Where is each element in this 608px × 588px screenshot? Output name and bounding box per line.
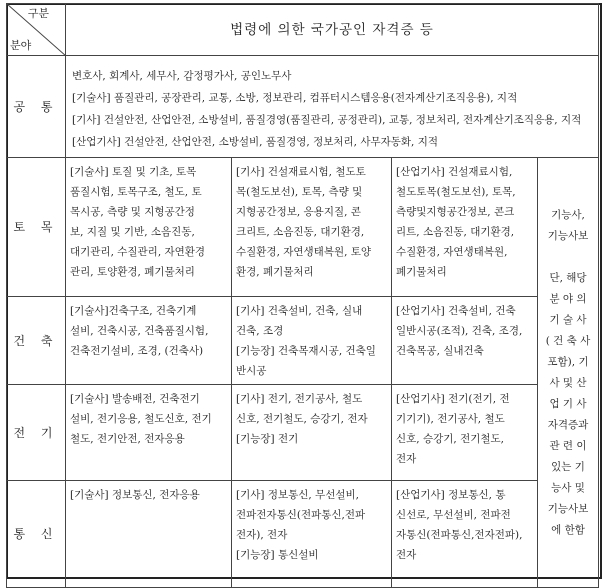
cell-line: [기능장] 통신설비 xyxy=(236,549,319,561)
cell-line: 크리트, 소음진동, 대기환경, xyxy=(236,226,365,238)
cell-line: 신호, 승강기, 전기철도, xyxy=(396,433,504,445)
row-label-common: 공 통 xyxy=(7,56,66,158)
cell-line: 대기관리, 수질관리, 자연환경 xyxy=(70,246,206,258)
cell-line: 측량및지형공간정보, 콘크 xyxy=(396,206,515,218)
cell-line: 리트, 소음진동, 대기환경, xyxy=(396,226,515,238)
cell-line: 폐기물처리 xyxy=(396,266,447,278)
cell-line: 관리, 토양환경, 폐기물처리 xyxy=(70,266,195,278)
note-line: 기 술 사 xyxy=(549,313,587,326)
cell-line: 일반시공(조적), 건축, 조경, xyxy=(396,325,523,337)
cell-line: [기능장] 건축목재시공, 건축일 xyxy=(236,345,376,357)
cell-line: [기술사] 토질 및 기초, 토목 xyxy=(70,166,197,178)
row-label-civil: 토 목 xyxy=(7,158,66,297)
row-label-communication: 통 신 xyxy=(7,481,66,588)
electrical-industrial-engineer xyxy=(392,385,538,481)
note-line: 사 및 산 xyxy=(549,376,587,389)
cell-line: 반시공 xyxy=(236,365,267,377)
note-line: 분 야 의 xyxy=(549,292,587,305)
cell-line: 지형공간정보, 응용지질, 콘 xyxy=(236,206,361,218)
note-line: 관 련 이 xyxy=(549,439,587,452)
cell-line: 신호, 전기철도, 승강기, 전자 xyxy=(236,413,368,425)
architecture-engineer xyxy=(232,297,392,385)
row-architecture xyxy=(7,297,599,385)
cell-line: 건축전기설비, 조경, (건축사) xyxy=(70,345,204,357)
cell-line: [산업기사] 건축설비, 건축 xyxy=(396,305,516,317)
cell-line: 신선로, 무선설비, 전파전 xyxy=(396,509,511,521)
cell-line: [기술사]건축구조, 건축기계 xyxy=(70,305,197,317)
note-line: 자격증과 xyxy=(547,418,589,431)
header-row xyxy=(7,4,599,56)
cell-line: [기술사] 발송배전, 건축전기 xyxy=(70,393,200,405)
row-label-electrical: 전 기 xyxy=(7,385,66,481)
note-line: 단, 해당 xyxy=(549,271,587,284)
cell-line: [산업기사] 건설재료시험, xyxy=(396,166,513,178)
civil-professional-engineer xyxy=(66,158,232,297)
cell-line: 목시공, 측량 및 지형공간정 xyxy=(70,206,195,218)
electrical-engineer xyxy=(232,385,392,481)
cell-line: 건축목공, 실내건축 xyxy=(396,345,484,357)
craftsman-note xyxy=(538,158,599,588)
electrical-professional-engineer xyxy=(66,385,232,481)
cell-line: [기사] 건축설비, 건축, 실내 xyxy=(236,305,363,317)
cell-line: 철도, 전기안전, 전자응용 xyxy=(70,433,185,445)
note-line: ( 건 축 사 xyxy=(545,334,591,347)
cell-line: 건축, 조경 xyxy=(236,325,284,337)
communication-engineer xyxy=(232,481,392,588)
corner-cell xyxy=(7,4,66,56)
note-line: 기능사보 xyxy=(547,229,589,242)
note-line: 능사 및 xyxy=(551,481,585,494)
cell-line: 환경, 폐기물처리 xyxy=(236,266,314,278)
cell-line: 기기기), 전기공사, 철도 xyxy=(396,413,505,425)
cell-line: [기사] 건설재료시험, 철도토 xyxy=(236,166,366,178)
note-line: 업 기 사 xyxy=(549,397,587,410)
common-line: [기술사] 품질관리, 공장관리, 교통, 소방, 정보관리, 컴퓨터시스템응용(전자계산기조직응용), 지적 xyxy=(72,92,518,104)
cell-line: 전자 xyxy=(396,549,417,561)
common-line: [산업기사] 건설안전, 산업안전, 소방설비, 품질경영, 정보처리, 사무자동화, 지적 xyxy=(72,136,439,148)
cell-line: [산업기사] 정보통신, 통 xyxy=(396,489,506,501)
common-line: 변호사, 회계사, 세무사, 감정평가사, 공인노무사 xyxy=(72,70,292,82)
cell-line: 설비, 전기응용, 철도신호, 전기 xyxy=(70,413,212,425)
architecture-industrial-engineer xyxy=(392,297,538,385)
cell-line: [산업기사] 전기(전기, 전 xyxy=(396,393,510,405)
cell-line: 자통신(전파통신,전자전파), xyxy=(396,529,523,541)
note-line: 기능사보 xyxy=(547,502,589,515)
row-communication xyxy=(7,481,599,588)
cell-line: 전자 xyxy=(396,453,417,465)
certification-table xyxy=(6,3,599,588)
corner-label-category: 구분 xyxy=(27,7,49,20)
note-line: 에 한함 xyxy=(551,523,585,536)
cell-line: [기사] 전기, 전기공사, 철도 xyxy=(236,393,363,405)
communication-industrial-engineer xyxy=(392,481,538,588)
row-civil xyxy=(7,158,599,297)
row-common xyxy=(7,56,599,158)
common-content xyxy=(66,56,599,158)
cell-line: [기사] 정보통신, 무선설비, xyxy=(236,489,359,501)
note-line: 포함), 기 xyxy=(547,355,589,368)
corner-label-field: 분야 xyxy=(10,39,32,52)
cell-line: 품질시험, 토목구조, 철도, 토 xyxy=(70,186,202,198)
architecture-professional-engineer xyxy=(66,297,232,385)
note-line: 있는 기 xyxy=(551,460,585,473)
cell-line: 보, 지질 및 기반, 소음진동, xyxy=(70,226,195,238)
civil-engineer xyxy=(232,158,392,297)
cell-line: 목(철도보선), 토목, 측량 및 xyxy=(236,186,363,198)
row-label-architecture: 건 축 xyxy=(7,297,66,385)
row-electrical xyxy=(7,385,599,481)
cell-line: 설비, 건축시공, 건축품질시험, xyxy=(70,325,209,337)
table-title: 법령에 의한 국가공인 자격증 등 xyxy=(66,4,599,56)
cell-line: 철도토목(철도보선), 토목, xyxy=(396,186,516,198)
common-line: [기사] 건설안전, 산업안전, 소방설비, 품질경영(품질관리, 공정관리), 교통, 정보처리, 전자계산기조직응용, 지적 xyxy=(72,114,582,126)
cell-line: 전자), 전자 xyxy=(236,529,288,541)
communication-professional-engineer xyxy=(66,481,232,588)
cell-line: 전파전자통신(전파통신,전파 xyxy=(236,509,366,521)
note-line: 기능사, xyxy=(551,208,585,221)
cell-line: 수질환경, 자연생태복원, xyxy=(396,246,508,258)
note-line xyxy=(540,247,596,268)
cell-line: 수질환경, 자연생태복원, 토양 xyxy=(236,246,372,258)
civil-industrial-engineer xyxy=(392,158,538,297)
cell-line: [기능장] 전기 xyxy=(236,433,299,445)
cell-line: [기술사] 정보통신, 전자응용 xyxy=(70,489,200,501)
